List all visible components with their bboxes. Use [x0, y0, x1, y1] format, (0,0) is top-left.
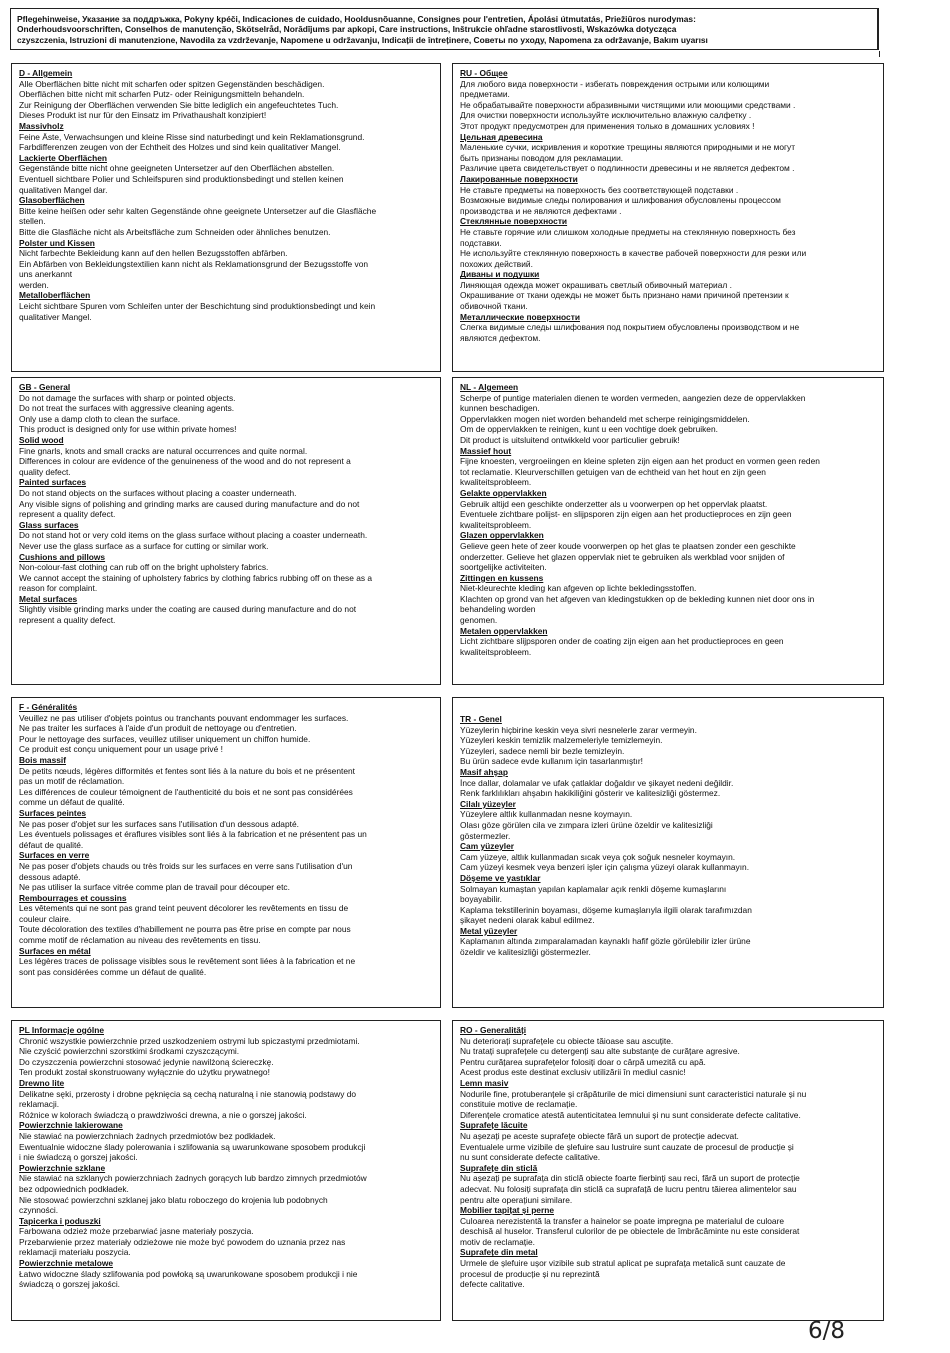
instruction-line: Nicht farbechte Bekleidung kann auf den hellen Bezugsstoffen abfärben. — [19, 248, 288, 259]
section-heading: Surfaces en verre — [19, 850, 90, 861]
instruction-line: Kaplamanın altında zımparalamadan kaynaklı hafif gözle görülebilir izler ürüne — [460, 936, 751, 947]
instruction-line: dessous adapté. — [19, 871, 81, 882]
instruction-line: Niet-kleurechte kleding kan afgeven op lichte bekledingsstoffen. — [460, 583, 697, 594]
instruction-line: Non-colour-fast clothing can rub off on the bright upholstery fabrics. — [19, 562, 269, 573]
instruction-line: defecte calitative. — [460, 1279, 525, 1290]
instruction-line: Les vêtements qui ne sont pas grand teint peuvent décolorer les revêtements en tissu de — [19, 903, 349, 914]
instruction-line: Ewentualnie widoczne ślady polerowania i szlifowania są uwarunkowane sposobem produkcji — [19, 1141, 366, 1152]
instruction-line: procesul de producție și nu reprezintă — [460, 1268, 600, 1279]
instruction-line: Ne pas poser d'objet sur les surfaces sans l'utilisation d'un dessous adapté. — [19, 818, 299, 829]
instruction-line: Gelieve geen hete of zeer koude voorwerpen op het glas te plaatsen zonder een geschikte — [460, 540, 796, 551]
instruction-line: похожих действий. — [460, 258, 533, 269]
section-heading: Cam yüzeyler — [460, 841, 514, 852]
document-header — [10, 8, 879, 50]
instruction-line: Eventualele urme vizibile de șlefuire sau lustruire sunt cauzate de procesul de producție și — [460, 1141, 794, 1152]
instruction-line: Для любого вида поверхности - избегать повреждения острыми или колющими — [460, 78, 770, 89]
instruction-line: Do not stand objects on the surfaces without placing a coaster underneath. — [19, 487, 297, 498]
instruction-line: boyayabilir. — [460, 894, 502, 905]
instruction-line: Veuillez ne pas utiliser d'objets pointus ou tranchants pouvant endommager les surfaces. — [19, 712, 349, 723]
section-heading: Glass surfaces — [19, 519, 79, 530]
instruction-line: Ten produkt został skonstruowany wyłącznie do użytku prywatnego! — [19, 1067, 270, 1078]
instruction-line: Slightly visible grinding marks under the coating are caused during manufacture and do not — [19, 604, 357, 615]
section-heading: Cushions and pillows — [19, 551, 106, 562]
instruction-line: Этот продукт предусмотрен для применения только в домашних условиях ! — [460, 120, 755, 131]
instruction-line: göstermezler. — [460, 830, 511, 841]
instruction-line: comme un défaut de qualité. — [19, 797, 125, 808]
instruction-line: genomen. — [460, 615, 498, 626]
instruction-line: pas un motif de réclamation. — [19, 776, 125, 787]
instruction-line: Olası göze görülen cila ve zımpara izleri ürüne özeldir ve kalitesizliği — [460, 819, 713, 830]
instruction-line: reklamacji. — [19, 1099, 60, 1110]
section-heading: Metal surfaces — [19, 593, 78, 604]
instruction-line: Leicht sichtbare Spuren vom Schleifen unter der Beschichtung sind produktionsbedingt und kein — [19, 301, 376, 312]
instruction-line: Nie czyścić powierzchni szorstkimi środkami czyszczącymi. — [19, 1046, 240, 1057]
instruction-line: motiv de reclamație. — [460, 1236, 535, 1247]
section-heading: Massief hout — [460, 445, 512, 456]
instruction-line: Маленькие сучки, искривления и короткие трещины являются природными и не могут — [460, 142, 796, 153]
instruction-line: kunnen beschadigen. — [460, 403, 540, 414]
instruction-line: Culoarea nerezistentă la transfer a hainelor se poate impregna pe materialul de culoare — [460, 1215, 785, 1226]
instruction-line: Не ставьте предметы на поверхность без соответствующей подставки . — [460, 184, 739, 195]
instruction-line: Przebarwienie przez materiały odzieżowe nie może być powodem do uznania przez nas — [19, 1236, 346, 1247]
instruction-line: Не обрабатывайте поверхности абразивными чистящими или моющими средствами . — [460, 99, 796, 110]
instruction-line: являются дефектом. — [460, 332, 541, 343]
header-line: czyszczenia, Istruzioni di manutenzione, Navodila za vzdrževanje, Napomene u održavanju, Indicații de întreținere, Советы по уходу, Napomena za održavanje, Bakım uyarısı — [17, 34, 708, 45]
instruction-line: qualitativer Mangel. — [19, 311, 92, 322]
section-heading: TR - Genel — [460, 714, 502, 724]
instruction-line: Diferențele cromatice atestă autenticitatea lemnului și nu sunt considerate defecte calitative. — [460, 1109, 801, 1120]
instruction-line: Les légères traces de polissage visibles sous le revêtement sont liées à la fabrication et ne — [19, 956, 356, 967]
section-heading: Lackierte Oberflächen — [19, 152, 107, 163]
instruction-line: werden. — [19, 279, 49, 290]
instruction-line: Renk farklılıkları ahşabın hakikiliğini gösterir ve kalitesizliği göstermez. — [460, 788, 721, 799]
section-heading: Powierzchnie lakierowane — [19, 1120, 123, 1131]
instruction-line: kwaliteitsprobleem. — [460, 646, 532, 657]
instruction-line: Ein Abfärben von Bekleidungstextilien kann nicht als Reklamationsgrund der Bezugsstoffe von — [19, 258, 369, 269]
instruction-line: This product is designed only for use within private homes! — [19, 424, 237, 435]
section-heading: Cilalı yüzeyler — [460, 798, 516, 809]
instruction-line: Łatwo widoczne ślady szlifowania pod powłoką są uwarunkowane sposobem produkcji i nie — [19, 1268, 358, 1279]
instruction-line: onderzetter. Gelieve het glazen oppervlak niet te gebruiken als werkblad voor snijden of — [460, 551, 785, 562]
instruction-line: Chronić wszystkie powierzchnie przed uszkodzeniem ostrymi lub spiczastymi przedmiotami. — [19, 1035, 360, 1046]
instruction-line: Les éventuels polissages et éraflures visibles sont liés à la fabrication et ne présentent pas un — [19, 829, 367, 840]
instruction-line: Nu așezați pe aceste suprafețe obiecte fără un suport de protecție adecvat. — [460, 1130, 739, 1141]
instruction-line: De petits nœuds, légères difformités et fentes sont liés à la nature du bois et ne présentent — [19, 765, 355, 776]
instruction-line: couleur claire. — [19, 913, 72, 924]
header-line: Onderhoudsvoorschriften, Conselhos de manutenção, Skötselråd, Norādījums par apkopi, Care instructions, Inštrukcie ohľadne starostlivosti, Wskazówka dotycząca — [17, 24, 677, 35]
instruction-line: Yüzeylere altlık kullanmadan nesne koymayın. — [460, 809, 633, 820]
section-heading: Surfaces en métal — [19, 945, 91, 956]
instruction-line: Farbdifferenzen zeugen von der Echtheit des Holzes und sind kein qualitativer Mangel. — [19, 142, 341, 153]
instruction-line: Ne pas traiter les surfaces à l'aide d'un produit de nettoyage ou d'entretien. — [19, 723, 297, 734]
instruction-line: Oberflächen bitte nicht mit scharfen Putz- oder Reinigungsmitteln behandeln. — [19, 89, 305, 100]
instruction-line: Nu deteriorați suprafețele cu obiecte tăioase sau ascuțite. — [460, 1035, 674, 1046]
instruction-line: Gegenstände bitte nicht ohne geeigneten Untersetzer auf den Oberflächen abstellen. — [19, 163, 335, 174]
instruction-line: Acest produs este destinat exclusiv utilizării în mediul casnic! — [460, 1067, 686, 1078]
section-heading: GB - General — [19, 382, 71, 392]
section-heading: Surfaces peintes — [19, 807, 87, 818]
instruction-line: Dieses Produkt ist nur für den Einsatz im Privathaushalt konzipiert! — [19, 110, 267, 121]
instruction-line: Pour le nettoyage des surfaces, veuillez utiliser uniquement un chiffon humide. — [19, 733, 311, 744]
instruction-line: świadczą o gorszej jakości. — [19, 1279, 121, 1290]
section-heading: Suprafețe din metal — [460, 1247, 538, 1258]
instruction-line: производства и не являются дефектами . — [460, 205, 622, 216]
page-number: 6/8 — [808, 1318, 846, 1344]
instruction-line: Różnice w kolorach świadczą o prawdziwości drewna, a nie o gorszej jakości. — [19, 1109, 307, 1120]
section-heading: Powierzchnie szklane — [19, 1162, 106, 1173]
section-heading: Painted surfaces — [19, 477, 87, 488]
panel-english — [11, 377, 441, 685]
instruction-line: Gebruik altijd een geschikte onderzetter als u voorwerpen op het oppervlak plaatst. — [460, 498, 768, 509]
instruction-line: Om de oppervlakken te reinigen, kunt u een vochtige doek gebruiken. — [460, 424, 718, 435]
instruction-line: Nu tratați suprafețele cu detergenți sau alte substanțe de curățare agresive. — [460, 1046, 740, 1057]
section-heading: Drewno lite — [19, 1077, 65, 1088]
instruction-line: Nu așezați pe suprafața din sticlă obiecte foarte fierbinți sau reci, fără un suport de protecție — [460, 1173, 800, 1184]
instruction-line: Differences in colour are evidence of the genuineness of the wood and do not represent a — [19, 456, 351, 467]
instruction-line: uns anerkannt — [19, 269, 73, 280]
instruction-line: stellen. — [19, 216, 46, 227]
section-heading: Лакированные поверхности — [460, 173, 578, 184]
section-heading: Masif ahşap — [460, 766, 508, 777]
section-heading: Metal yüzeyler — [460, 925, 518, 936]
section-heading: NL - Algemeen — [460, 382, 519, 392]
instruction-line: quality defect. — [19, 466, 71, 477]
section-heading: Стеклянные поверхности — [460, 216, 568, 227]
instruction-line: Cam yüzeyi kesmek veya benzeri işler için çalışma yüzeyi olarak kullanmayın. — [460, 862, 750, 873]
instruction-line: şikayet nedeni olarak kabul edilmez. — [460, 915, 595, 926]
instruction-line: i nie świadczą o gorszej jakości. — [19, 1152, 138, 1163]
section-heading: D - Allgemein — [19, 68, 73, 78]
instruction-line: pentru alte operațiuni similare. — [460, 1194, 573, 1205]
instruction-line: Nie stosować powierzchni szklanej jako blatu roboczego do krojenia lub podobnych — [19, 1194, 328, 1205]
panel-romanian — [452, 1020, 884, 1321]
instruction-line: constituie motive de reclamație. — [460, 1099, 578, 1110]
instruction-line: Nie stawiać na powierzchniach żadnych przedmiotów bez podkładek. — [19, 1130, 276, 1141]
section-heading: Powierzchnie metalowe — [19, 1258, 114, 1269]
instruction-line: Toute décoloration des textiles d'habillement ne pourra pas être prise en compte par nous — [19, 924, 351, 935]
section-heading: Polster und Kissen — [19, 237, 95, 248]
panel-dutch — [452, 377, 884, 685]
instruction-line: bez odpowiednich podkładek. — [19, 1183, 129, 1194]
instruction-line: Nodurile fine, protuberanțele și crăpăturile de mici dimensiuni sunt caracteristici naturale și nu — [460, 1088, 807, 1099]
instruction-line: Zur Reinigung der Oberflächen verwenden Sie bitte lediglich ein angefeuchtetes Tuch. — [19, 99, 339, 110]
instruction-line: reklamacji materiału poszycia. — [19, 1247, 131, 1258]
section-heading: Glazen oppervlakken — [460, 530, 544, 541]
section-heading: Solid wood — [19, 434, 64, 445]
section-heading: RO - Generalități — [460, 1025, 527, 1035]
instruction-line: Do czyszczenia powierzchni stosować jedynie nawilżoną ściereczkę. — [19, 1056, 274, 1067]
instruction-line: Alle Oberflächen bitte nicht mit scharfen oder spitzen Gegenständen beschädigen. — [19, 78, 325, 89]
instruction-line: tot reclamatie. Kleurverschillen getuigen van de echtheid van het hout en zijn geen — [460, 466, 766, 477]
section-heading: Zittingen en kussens — [460, 572, 544, 583]
section-heading: Lemn masiv — [460, 1077, 509, 1088]
panel-russian — [452, 63, 884, 372]
header-line: Pflegehinweise, Указание за поддръжка, Pokyny kpéči, Indicaciones de cuidado, Hooldusnõuanne, Consignes pour l'entretien, Ápolási útmutatás, Priežiūros nurodymas: — [17, 14, 696, 24]
instruction-line: Возможные видимые следы полирования и шлифования обусловлены процессом — [460, 195, 781, 206]
section-heading: RU - Общее — [460, 68, 508, 78]
instruction-line: sont pas considérées comme un défaut de qualité. — [19, 966, 207, 977]
instruction-line: Nie stawiać na szklanych powierzchniach żadnych gorących lub bardzo zimnych przedmiotów — [19, 1173, 367, 1184]
panel-german — [11, 63, 441, 372]
instruction-line: Не ставьте горячие или слишком холодные предметы на стеклянную поверхность без — [460, 226, 796, 237]
instruction-line: adecvat. Nu folosiți suprafața din sticlă ca suprafață de lucru pentru tăierea alimentelor sau — [460, 1183, 797, 1194]
instruction-line: represent a quality defect. — [19, 509, 116, 520]
instruction-line: czynności. — [19, 1205, 59, 1216]
instruction-line: Cam yüzeye, altlık kullanmadan sıcak veya çok soğuk nesneler koymayın. — [460, 851, 736, 862]
instruction-line: Licht zichtbare slijpsporen onder de coating zijn eigen aan het productieproces en geen — [460, 636, 784, 647]
instruction-line: Only use a damp cloth to clean the surface. — [19, 413, 181, 424]
section-heading: PL Informacje ogólne — [19, 1025, 105, 1035]
instruction-line: обивочной ткани. — [460, 301, 528, 312]
instruction-line: Klachten op grond van het afgeven van kledingstukken op de bekleding kunnen niet door ons in — [460, 593, 815, 604]
instruction-line: represent a quality defect. — [19, 615, 116, 626]
instruction-line: We cannot accept the staining of upholstery fabrics by clothing fabrics rubbing off on these as a — [19, 572, 373, 583]
instruction-line: Farbowana odzież może przebarwiać jasne materiały poszycia. — [19, 1226, 254, 1237]
instruction-line: comme motif de réclamation au niveau des revêtements en tissu. — [19, 935, 261, 946]
instruction-line: Do not damage the surfaces with sharp or pointed objects. — [19, 392, 236, 403]
section-heading: F - Généralités — [19, 702, 78, 712]
instruction-line: kwaliteitsprobleem. — [460, 519, 532, 530]
instruction-line: Fine gnarls, knots and small cracks are natural occurrences and quite normal. — [19, 445, 308, 456]
instruction-line: nu sunt considerate defecte calitative. — [460, 1152, 601, 1163]
instruction-line: Yüzeyleri, sadece nemli bir bezle temizleyin. — [460, 745, 625, 756]
section-heading: Massivholz — [19, 120, 64, 131]
section-heading: Mobilier tapițat și perne — [460, 1205, 555, 1216]
header-corner-mark — [879, 51, 880, 57]
instruction-line: Слегка видимые следы шлифования под покрытием обусловлены производством и не — [460, 322, 800, 333]
instruction-line: Линяющая одежда может окрашивать светлый обивочный материал . — [460, 279, 732, 290]
instruction-line: Для очистки поверхности используйте исключительно влажную салфетку . — [460, 110, 752, 121]
section-heading: Suprafețe lăcuite — [460, 1120, 528, 1131]
instruction-line: Ce produit est conçu uniquement pour un usage privé ! — [19, 744, 223, 755]
section-heading: Диваны и подушки — [460, 269, 540, 280]
instruction-line: Fijne knoesten, vergroeiingen en kleine spleten zijn eigen aan het product en vormen geen reden — [460, 456, 820, 467]
instruction-line: özeldir ve kalitesizliği göstermezler. — [460, 947, 591, 958]
instruction-line: быть признаны поводом для рекламации. — [460, 152, 624, 163]
section-heading: Цельная древесина — [460, 131, 543, 142]
instruction-line: reason for complaint. — [19, 583, 98, 594]
section-heading: Tapicerka i poduszki — [19, 1215, 101, 1226]
instruction-line: Окрашивание от ткани одежды не может быть признано нами причиной претензии к — [460, 290, 789, 301]
section-heading: Bois massif — [19, 754, 67, 765]
panel-french — [11, 697, 441, 1008]
instruction-line: Do not stand hot or very cold items on the glass surface without placing a coaster underneath. — [19, 530, 368, 541]
instruction-line: Oppervlakken mogen niet worden behandeld met scherpe reinigingsmiddelen. — [460, 413, 750, 424]
section-heading: Glasoberflächen — [19, 195, 85, 206]
instruction-line: Do not treat the surfaces with aggressive cleaning agents. — [19, 403, 235, 414]
instruction-line: Feine Äste, Verwachsungen und kleine Risse sind naturbedingt und kein Reklamationsgrund. — [19, 131, 365, 142]
instruction-line: Scherpe of puntige materialen dienen te worden vermeden, aangezien deze de oppervlakken — [460, 392, 806, 403]
instruction-line: Any visible signs of polishing and grinding marks are caused during manufacture and do not — [19, 498, 360, 509]
instruction-line: Bu ürün sadece evde kullanım için tasarlanmıştır! — [460, 756, 643, 767]
instruction-line: Eventuell sichtbare Polier und Schleifspuren sind produktionsbedingt und stellen keinen — [19, 173, 344, 184]
section-heading: Rembourrages et coussins — [19, 892, 127, 903]
panel-turkish — [452, 697, 884, 1008]
section-heading: Metalloberflächen — [19, 290, 91, 301]
instruction-line: Urmele de șlefuire ușor vizibile sub stratul aplicat pe suprafața metalică sunt cauzate de — [460, 1258, 786, 1269]
instruction-line: Различие цвета свидетельствует о подлинности древесины и не является дефектом . — [460, 163, 795, 174]
instruction-line: предметами. — [460, 89, 510, 100]
section-heading: Металлические поверхности — [460, 311, 580, 322]
instruction-line: Never use the glass surface as a surface for cutting or similar work. — [19, 540, 269, 551]
section-heading: Suprafețe din sticlă — [460, 1162, 538, 1173]
section-heading: Gelakte oppervlakken — [460, 487, 547, 498]
instruction-line: Ne pas utiliser la surface vitrée comme plan de travail pour découper etc. — [19, 882, 290, 893]
instruction-line: soortgelijke activiteiten. — [460, 562, 547, 573]
instruction-line: Delikatne sęki, przerosty i drobne pęknięcia są cechą naturalną i nie stanowią podstawy do — [19, 1088, 357, 1099]
instruction-line: Kaplama tekstillerinin boyaması, döşeme kumaşlarıyla ilgili olarak tarafımızdan — [460, 904, 752, 915]
section-heading: Döşeme ve yastıklar — [460, 872, 541, 883]
instruction-line: Dit product is uitsluitend ontwikkeld voor particulier gebruik! — [460, 434, 680, 445]
instruction-line: Yüzeyleri keskin temizlik malzemeleriyle temizlemeyin. — [460, 735, 663, 746]
instruction-line: kwaliteitsprobleem. — [460, 477, 532, 488]
instruction-line: İnce dallar, dolamalar ve ufak çatlaklar doğaldır ve şikayet nedeni değildir. — [460, 777, 734, 788]
instruction-line: Bitte keine heißen oder sehr kalten Gegenstände ohne geeignete Untersetzer auf die Glasfläche — [19, 205, 377, 216]
panel-polish — [11, 1020, 441, 1321]
instruction-line: подставки. — [460, 237, 502, 248]
instruction-line: deschisă al huselor. Transferul culorilor de pe obiectele de îmbrăcăminte nu este considerat — [460, 1226, 800, 1237]
instruction-line: Les différences de couleur témoignent de l'authenticité du bois et ne sont pas considérées — [19, 786, 353, 797]
instruction-line: Bitte die Glasfläche nicht als Arbeitsfläche zum Schneiden oder ähnliches benutzen. — [19, 226, 331, 237]
instruction-line: défaut de qualité. — [19, 839, 84, 850]
instruction-line: Solmayan kumaştan yapılan kaplamalar açık renkli döşeme kumaşlarını — [460, 883, 727, 894]
instruction-line: Не используйте стеклянную поверхность в качестве рабочей поверхности для резки или — [460, 248, 807, 259]
instruction-line: qualitativen Mangel dar. — [19, 184, 108, 195]
instruction-line: Ne pas poser d'objets chauds ou très froids sur les surfaces en verre sans l'utilisation d'un — [19, 860, 353, 871]
section-heading: Metalen oppervlakken — [460, 625, 548, 636]
instruction-line: Eventuele zichtbare polijst- en slijpsporen zijn eigen aan het productieproces en zijn geen — [460, 509, 792, 520]
instruction-line: behandeling worden — [460, 604, 536, 615]
instruction-line: Yüzeylerin hiçbirine keskin veya sivri nesnelerle zarar vermeyin. — [460, 724, 697, 735]
instruction-line: Pentru curățarea suprafețelor folosiți doar o cârpă umezită cu apă. — [460, 1056, 706, 1067]
